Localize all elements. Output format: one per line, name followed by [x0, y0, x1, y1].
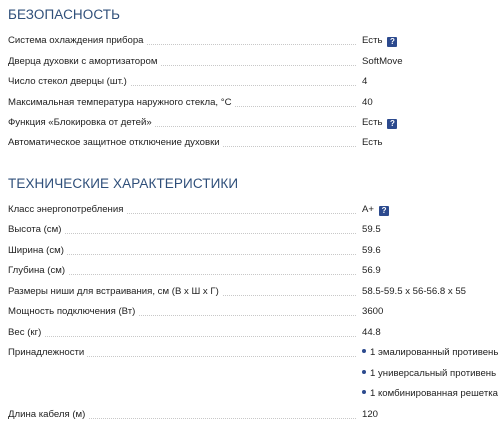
spec-row-auto-shutoff [8, 135, 492, 151]
spec-row-child-lock [8, 115, 492, 131]
accessory-item [362, 366, 496, 382]
spec-value: SoftMove [362, 56, 403, 67]
spec-label: Высота (см) [8, 224, 64, 235]
bullet-icon [362, 370, 366, 374]
spec-value: 58.5-59.5 x 56-56.8 x 55 [362, 286, 467, 297]
help-icon[interactable]: ? [379, 206, 389, 216]
safety-section-title: БЕЗОПАСНОСТЬ [8, 7, 121, 22]
spec-value: A+ [362, 204, 375, 215]
bullet-icon [362, 349, 366, 353]
tech-section-title: ТЕХНИЧЕСКИЕ ХАРАКТЕРИСТИКИ [8, 176, 239, 191]
accessory-label: 1 комбинированная решетка [370, 388, 498, 399]
spec-label: Максимальная температура наружного стекла, °C [8, 97, 235, 108]
spec-value: 3600 [362, 306, 384, 317]
spec-row-door-glass-count [8, 74, 492, 90]
spec-label: Система охлаждения прибора [8, 35, 147, 46]
spec-label: Дверца духовки с амортизатором [8, 56, 160, 67]
spec-row-cooling-system [8, 33, 492, 49]
spec-value: 120 [362, 409, 379, 420]
spec-label: Принадлежности [8, 347, 87, 358]
accessory-label: 1 универсальный противень [370, 368, 497, 379]
spec-value: 44.8 [362, 327, 381, 338]
spec-value: Есть [362, 35, 383, 46]
spec-value: Есть [362, 137, 383, 148]
help-icon[interactable]: ? [387, 37, 397, 47]
spec-label: Глубина (см) [8, 265, 68, 276]
spec-row-power [8, 304, 492, 320]
spec-row-width [8, 243, 492, 259]
bullet-icon [362, 390, 366, 394]
spec-value: 59.5 [362, 224, 381, 235]
spec-label: Функция «Блокировка от детей» [8, 117, 155, 128]
help-icon[interactable]: ? [387, 119, 397, 129]
spec-value: 4 [362, 76, 368, 87]
spec-value: 56.9 [362, 265, 381, 276]
spec-row-cable-length [8, 407, 492, 423]
spec-value: 40 [362, 97, 373, 108]
spec-label: Ширина (см) [8, 245, 67, 256]
spec-row-height [8, 222, 492, 238]
spec-value: Есть [362, 117, 383, 128]
spec-label: Класс энергопотребления [8, 204, 126, 215]
spec-row-energy-class [8, 202, 492, 218]
spec-row-weight [8, 325, 492, 341]
spec-label: Вес (кг) [8, 327, 44, 338]
spec-label: Размеры ниши для встраивания, см (В х Ш х Г) [8, 286, 222, 297]
spec-value: 59.6 [362, 245, 381, 256]
spec-row-niche-dimensions [8, 284, 492, 300]
spec-row-door-damper [8, 54, 492, 70]
spec-row-depth [8, 263, 492, 279]
accessory-label: 1 эмалированный противень [370, 347, 499, 358]
spec-label: Мощность подключения (Вт) [8, 306, 138, 317]
spec-label: Автоматическое защитное отключение духовки [8, 137, 223, 148]
spec-label: Длина кабеля (м) [8, 409, 88, 420]
accessory-item [362, 345, 498, 361]
spec-label: Число стекол дверцы (шт.) [8, 76, 130, 87]
accessory-item [362, 386, 498, 402]
spec-row-max-glass-temp [8, 95, 492, 111]
